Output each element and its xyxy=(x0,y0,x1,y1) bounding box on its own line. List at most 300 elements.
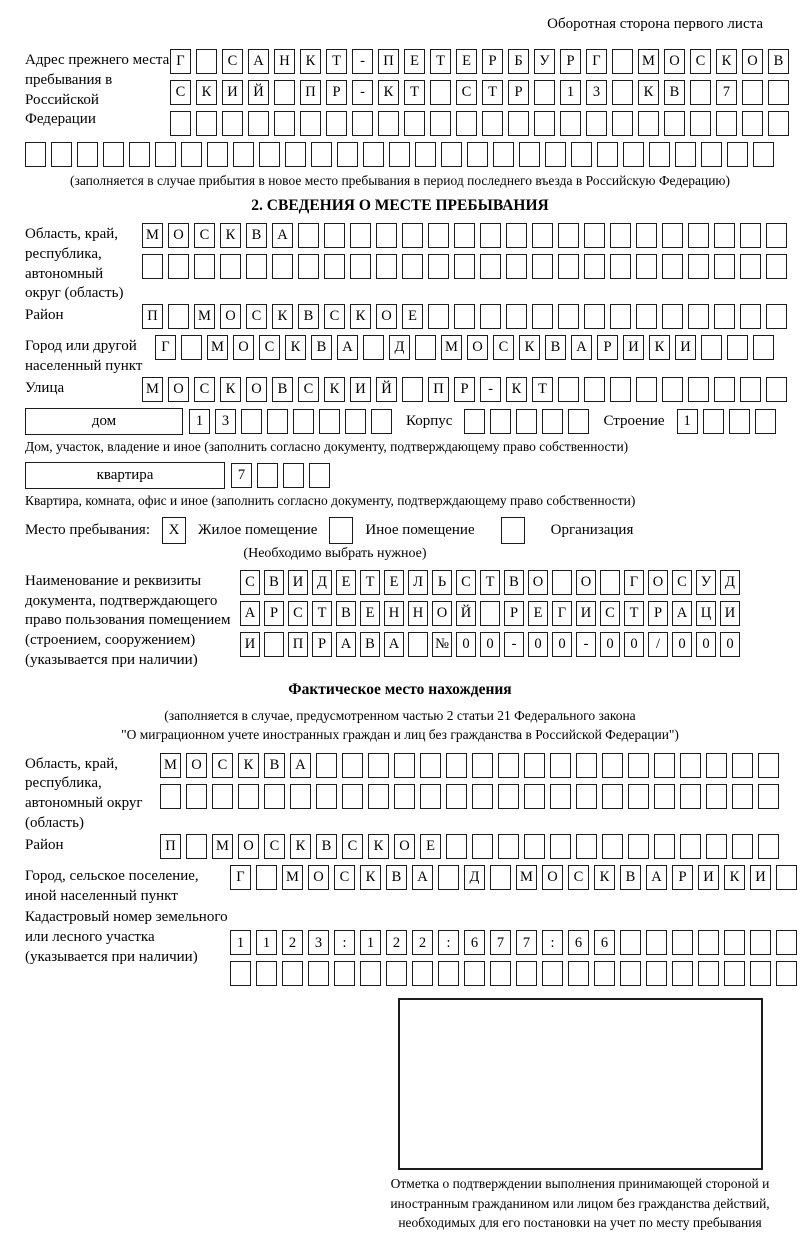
char-box[interactable] xyxy=(732,753,753,778)
char-box-row[interactable] xyxy=(160,753,779,778)
char-box[interactable] xyxy=(25,142,46,167)
char-box-row[interactable] xyxy=(230,865,797,890)
char-box[interactable] xyxy=(256,961,277,986)
char-box[interactable] xyxy=(664,111,685,136)
char-box-row[interactable] xyxy=(230,961,797,986)
char-box[interactable]: К xyxy=(220,223,241,248)
char-box[interactable] xyxy=(584,254,605,279)
char-box[interactable]: П xyxy=(288,632,308,657)
char-box[interactable] xyxy=(558,304,579,329)
char-box[interactable]: О xyxy=(246,377,267,402)
char-box[interactable]: 3 xyxy=(308,930,329,955)
char-box[interactable] xyxy=(222,111,243,136)
char-box[interactable] xyxy=(698,961,719,986)
char-box[interactable] xyxy=(207,142,228,167)
char-box[interactable]: 0 xyxy=(456,632,476,657)
char-box[interactable] xyxy=(654,753,675,778)
char-box[interactable] xyxy=(628,753,649,778)
char-box[interactable] xyxy=(740,223,761,248)
char-box[interactable] xyxy=(352,111,373,136)
char-box[interactable]: Т xyxy=(480,570,500,595)
char-box[interactable] xyxy=(404,111,425,136)
char-box[interactable]: В xyxy=(386,865,407,890)
char-box[interactable]: М xyxy=(638,49,659,74)
char-box[interactable] xyxy=(542,961,563,986)
char-box[interactable]: Р xyxy=(264,601,284,626)
char-box[interactable] xyxy=(298,254,319,279)
char-box[interactable] xyxy=(389,142,410,167)
char-box[interactable]: С xyxy=(212,753,233,778)
char-box[interactable] xyxy=(498,784,519,809)
char-box[interactable] xyxy=(610,304,631,329)
char-box[interactable] xyxy=(602,784,623,809)
char-box[interactable] xyxy=(729,409,750,434)
char-box[interactable]: 2 xyxy=(386,930,407,955)
char-box[interactable]: С xyxy=(456,570,476,595)
checkbox-organizaciya[interactable] xyxy=(501,517,525,544)
char-box[interactable] xyxy=(170,111,191,136)
char-box[interactable]: М xyxy=(282,865,303,890)
char-box[interactable] xyxy=(558,223,579,248)
char-box[interactable] xyxy=(714,377,735,402)
char-box[interactable] xyxy=(402,254,423,279)
char-box[interactable]: К xyxy=(649,335,670,360)
char-box[interactable] xyxy=(196,49,217,74)
char-box[interactable] xyxy=(612,80,633,105)
char-box[interactable]: О xyxy=(168,223,189,248)
char-box[interactable]: С xyxy=(324,304,345,329)
char-box[interactable]: М xyxy=(142,223,163,248)
char-box[interactable]: С xyxy=(264,834,285,859)
char-box[interactable] xyxy=(727,142,748,167)
char-box[interactable] xyxy=(776,865,797,890)
char-box[interactable] xyxy=(623,142,644,167)
char-box[interactable]: С xyxy=(600,601,620,626)
char-box[interactable] xyxy=(259,142,280,167)
char-box[interactable] xyxy=(714,304,735,329)
char-box[interactable]: У xyxy=(696,570,716,595)
char-box[interactable] xyxy=(438,961,459,986)
char-box[interactable]: О xyxy=(308,865,329,890)
char-box[interactable] xyxy=(568,961,589,986)
char-box[interactable]: Т xyxy=(624,601,644,626)
char-box[interactable]: Г xyxy=(230,865,251,890)
char-box[interactable]: А xyxy=(336,632,356,657)
char-box[interactable]: И xyxy=(576,601,596,626)
char-box[interactable]: В xyxy=(620,865,641,890)
char-box[interactable] xyxy=(586,111,607,136)
char-box[interactable]: : xyxy=(438,930,459,955)
char-box[interactable] xyxy=(350,254,371,279)
char-box[interactable]: Р xyxy=(672,865,693,890)
char-box[interactable]: : xyxy=(334,930,355,955)
char-box[interactable] xyxy=(350,223,371,248)
char-box[interactable]: 0 xyxy=(720,632,740,657)
char-box[interactable]: 0 xyxy=(552,632,572,657)
char-box[interactable] xyxy=(415,142,436,167)
char-box[interactable] xyxy=(256,865,277,890)
char-box[interactable]: И xyxy=(623,335,644,360)
char-box[interactable]: 0 xyxy=(480,632,500,657)
char-box[interactable] xyxy=(480,254,501,279)
char-box[interactable] xyxy=(571,142,592,167)
char-box[interactable] xyxy=(272,254,293,279)
char-box-row[interactable] xyxy=(142,254,787,279)
char-box[interactable]: В xyxy=(336,601,356,626)
char-box[interactable] xyxy=(714,254,735,279)
char-box[interactable] xyxy=(51,142,72,167)
char-box[interactable] xyxy=(753,142,774,167)
char-box[interactable]: 1 xyxy=(677,409,698,434)
char-box[interactable] xyxy=(524,834,545,859)
char-box[interactable] xyxy=(342,753,363,778)
char-box[interactable] xyxy=(690,80,711,105)
char-box[interactable]: - xyxy=(352,49,373,74)
char-box[interactable]: 2 xyxy=(282,930,303,955)
char-box[interactable] xyxy=(646,961,667,986)
char-box-row[interactable] xyxy=(142,377,787,402)
char-box[interactable] xyxy=(428,223,449,248)
char-box[interactable]: Е xyxy=(402,304,423,329)
char-box[interactable]: Е xyxy=(404,49,425,74)
char-box[interactable]: О xyxy=(233,335,254,360)
char-box[interactable] xyxy=(766,254,787,279)
char-box[interactable] xyxy=(732,784,753,809)
char-box[interactable] xyxy=(454,254,475,279)
char-box[interactable] xyxy=(584,377,605,402)
char-box[interactable]: 7 xyxy=(490,930,511,955)
char-box[interactable] xyxy=(274,80,295,105)
char-box[interactable] xyxy=(241,409,262,434)
char-box[interactable]: С xyxy=(194,223,215,248)
char-box[interactable]: О xyxy=(376,304,397,329)
char-box[interactable]: К xyxy=(716,49,737,74)
char-box[interactable] xyxy=(636,377,657,402)
char-box[interactable] xyxy=(472,784,493,809)
char-box[interactable] xyxy=(724,961,745,986)
char-box[interactable] xyxy=(701,142,722,167)
char-box-row[interactable] xyxy=(142,223,787,248)
char-box[interactable] xyxy=(285,142,306,167)
stroenie-number-boxes[interactable] xyxy=(677,409,776,434)
char-box[interactable]: А xyxy=(272,223,293,248)
char-box[interactable] xyxy=(662,304,683,329)
char-box[interactable] xyxy=(552,570,572,595)
char-box[interactable] xyxy=(394,753,415,778)
char-box[interactable] xyxy=(472,834,493,859)
char-box[interactable] xyxy=(441,142,462,167)
char-box[interactable] xyxy=(402,223,423,248)
char-box[interactable] xyxy=(766,304,787,329)
char-box[interactable] xyxy=(342,784,363,809)
char-box[interactable]: Т xyxy=(532,377,553,402)
char-box[interactable]: Г xyxy=(624,570,644,595)
char-box[interactable] xyxy=(576,834,597,859)
char-box[interactable]: С xyxy=(672,570,692,595)
char-box[interactable] xyxy=(490,865,511,890)
char-box[interactable]: 2 xyxy=(412,930,433,955)
char-box[interactable] xyxy=(402,377,423,402)
char-box[interactable] xyxy=(264,784,285,809)
char-box[interactable] xyxy=(267,409,288,434)
char-box[interactable] xyxy=(628,834,649,859)
char-box[interactable] xyxy=(532,223,553,248)
char-box[interactable]: А xyxy=(646,865,667,890)
char-box[interactable] xyxy=(386,961,407,986)
char-box[interactable] xyxy=(776,961,797,986)
char-box[interactable]: Т xyxy=(482,80,503,105)
char-box[interactable]: И xyxy=(350,377,371,402)
char-box[interactable]: Г xyxy=(155,335,176,360)
char-box[interactable] xyxy=(662,254,683,279)
korpus-number-boxes[interactable] xyxy=(464,409,589,434)
char-box[interactable] xyxy=(534,111,555,136)
char-box[interactable]: В xyxy=(272,377,293,402)
char-box[interactable] xyxy=(420,784,441,809)
char-box[interactable]: 1 xyxy=(189,409,210,434)
char-box[interactable] xyxy=(545,142,566,167)
char-box[interactable]: : xyxy=(542,930,563,955)
char-box[interactable]: Г xyxy=(552,601,572,626)
char-box[interactable]: К xyxy=(285,335,306,360)
prev-address-extra-row[interactable] xyxy=(25,142,775,167)
char-box[interactable]: К xyxy=(378,80,399,105)
char-box[interactable]: К xyxy=(350,304,371,329)
char-box[interactable] xyxy=(186,784,207,809)
char-box[interactable]: Р xyxy=(504,601,524,626)
char-box[interactable]: М xyxy=(212,834,233,859)
char-box[interactable] xyxy=(506,304,527,329)
char-box[interactable] xyxy=(160,784,181,809)
char-box[interactable]: 1 xyxy=(230,930,251,955)
char-box[interactable] xyxy=(428,254,449,279)
char-box[interactable] xyxy=(732,834,753,859)
char-box[interactable]: П xyxy=(300,80,321,105)
char-box[interactable] xyxy=(680,834,701,859)
char-box[interactable] xyxy=(597,142,618,167)
char-box[interactable] xyxy=(766,377,787,402)
char-box[interactable]: С xyxy=(456,80,477,105)
char-box[interactable]: 7 xyxy=(231,463,252,488)
char-box[interactable] xyxy=(181,335,202,360)
char-box[interactable] xyxy=(319,409,340,434)
char-box[interactable]: Й xyxy=(248,80,269,105)
char-box[interactable]: В xyxy=(768,49,789,74)
char-box[interactable]: Л xyxy=(408,570,428,595)
char-box[interactable]: П xyxy=(378,49,399,74)
char-box[interactable]: П xyxy=(428,377,449,402)
char-box[interactable]: - xyxy=(504,632,524,657)
char-box[interactable] xyxy=(638,111,659,136)
char-box[interactable]: Т xyxy=(326,49,347,74)
char-box[interactable]: Р xyxy=(312,632,332,657)
char-box[interactable] xyxy=(636,304,657,329)
char-box[interactable]: И xyxy=(750,865,771,890)
char-box[interactable] xyxy=(672,961,693,986)
char-box[interactable] xyxy=(594,961,615,986)
char-box[interactable]: И xyxy=(698,865,719,890)
char-box[interactable] xyxy=(324,223,345,248)
char-box[interactable] xyxy=(558,254,579,279)
char-box[interactable] xyxy=(755,409,776,434)
char-box[interactable]: А xyxy=(384,632,404,657)
char-box[interactable] xyxy=(196,111,217,136)
char-box[interactable]: - xyxy=(480,377,501,402)
char-box[interactable]: К xyxy=(519,335,540,360)
char-box[interactable] xyxy=(454,223,475,248)
char-box[interactable] xyxy=(534,80,555,105)
char-box[interactable]: О xyxy=(238,834,259,859)
char-box[interactable]: О xyxy=(186,753,207,778)
char-box-row[interactable] xyxy=(240,632,740,657)
char-box[interactable] xyxy=(316,753,337,778)
char-box[interactable] xyxy=(750,930,771,955)
char-box[interactable] xyxy=(168,304,189,329)
char-box[interactable] xyxy=(576,784,597,809)
char-box[interactable]: 6 xyxy=(568,930,589,955)
char-box[interactable]: К xyxy=(220,377,241,402)
char-box[interactable]: О xyxy=(542,865,563,890)
char-box[interactable]: Т xyxy=(312,601,332,626)
char-box[interactable] xyxy=(550,753,571,778)
char-box[interactable]: 3 xyxy=(586,80,607,105)
char-box[interactable]: О xyxy=(742,49,763,74)
char-box[interactable]: И xyxy=(288,570,308,595)
char-box[interactable] xyxy=(498,834,519,859)
char-box[interactable]: В xyxy=(264,570,284,595)
char-box[interactable]: С xyxy=(194,377,215,402)
char-box[interactable]: С xyxy=(240,570,260,595)
char-box[interactable]: 3 xyxy=(215,409,236,434)
char-box[interactable] xyxy=(334,961,355,986)
char-box[interactable] xyxy=(646,930,667,955)
char-box[interactable] xyxy=(612,49,633,74)
char-box[interactable]: О xyxy=(664,49,685,74)
char-box[interactable] xyxy=(628,784,649,809)
char-box[interactable]: М xyxy=(194,304,215,329)
char-box[interactable] xyxy=(706,784,727,809)
char-box[interactable]: - xyxy=(576,632,596,657)
char-box[interactable]: 0 xyxy=(696,632,716,657)
char-box[interactable]: 1 xyxy=(360,930,381,955)
char-box[interactable]: С xyxy=(259,335,280,360)
char-box[interactable]: В xyxy=(246,223,267,248)
char-box[interactable] xyxy=(464,409,485,434)
char-box[interactable] xyxy=(282,961,303,986)
char-box[interactable]: С xyxy=(690,49,711,74)
char-box[interactable]: 7 xyxy=(716,80,737,105)
char-box-row[interactable] xyxy=(155,335,774,360)
char-box[interactable] xyxy=(168,254,189,279)
char-box[interactable] xyxy=(740,377,761,402)
char-box[interactable]: С xyxy=(493,335,514,360)
kvartira-number-boxes[interactable] xyxy=(231,463,330,488)
char-box[interactable]: С xyxy=(568,865,589,890)
char-box[interactable] xyxy=(519,142,540,167)
char-box[interactable]: Н xyxy=(274,49,295,74)
char-box[interactable] xyxy=(212,784,233,809)
char-box[interactable] xyxy=(408,632,428,657)
char-box[interactable]: Т xyxy=(430,49,451,74)
char-box[interactable] xyxy=(376,254,397,279)
char-box[interactable]: К xyxy=(196,80,217,105)
char-box[interactable]: А xyxy=(290,753,311,778)
char-box[interactable] xyxy=(688,377,709,402)
char-box[interactable] xyxy=(675,142,696,167)
char-box[interactable] xyxy=(654,834,675,859)
char-box[interactable]: Д xyxy=(312,570,332,595)
char-box[interactable] xyxy=(394,784,415,809)
char-box[interactable]: 0 xyxy=(600,632,620,657)
char-box[interactable]: К xyxy=(360,865,381,890)
char-box[interactable] xyxy=(368,753,389,778)
char-box[interactable] xyxy=(446,834,467,859)
char-box[interactable] xyxy=(560,111,581,136)
char-box[interactable]: О xyxy=(168,377,189,402)
char-box[interactable] xyxy=(467,142,488,167)
char-box[interactable]: М xyxy=(516,865,537,890)
char-box[interactable] xyxy=(324,254,345,279)
char-box[interactable] xyxy=(274,111,295,136)
char-box[interactable] xyxy=(727,335,748,360)
char-box[interactable]: О xyxy=(432,601,452,626)
char-box[interactable]: К xyxy=(506,377,527,402)
char-box[interactable] xyxy=(602,753,623,778)
char-box[interactable]: Е xyxy=(384,570,404,595)
char-box[interactable]: С xyxy=(288,601,308,626)
char-box[interactable]: С xyxy=(222,49,243,74)
char-box[interactable]: Ь xyxy=(432,570,452,595)
char-box[interactable]: В xyxy=(360,632,380,657)
char-box[interactable] xyxy=(472,753,493,778)
char-box[interactable] xyxy=(480,223,501,248)
char-box[interactable]: С xyxy=(334,865,355,890)
char-box[interactable]: 1 xyxy=(256,930,277,955)
char-box[interactable]: 0 xyxy=(672,632,692,657)
char-box[interactable]: П xyxy=(142,304,163,329)
char-box[interactable]: 1 xyxy=(560,80,581,105)
checkbox-zhiloe[interactable]: X xyxy=(162,517,186,544)
char-box[interactable]: № xyxy=(432,632,452,657)
char-box[interactable] xyxy=(550,784,571,809)
char-box[interactable]: Й xyxy=(456,601,476,626)
char-box[interactable] xyxy=(248,111,269,136)
char-box[interactable] xyxy=(378,111,399,136)
char-box[interactable] xyxy=(238,784,259,809)
char-box[interactable] xyxy=(438,865,459,890)
char-box[interactable] xyxy=(688,304,709,329)
char-box[interactable] xyxy=(636,223,657,248)
char-box[interactable] xyxy=(690,111,711,136)
char-box[interactable] xyxy=(264,632,284,657)
char-box[interactable] xyxy=(326,111,347,136)
char-box[interactable] xyxy=(680,784,701,809)
char-box[interactable] xyxy=(506,254,527,279)
char-box[interactable]: В xyxy=(316,834,337,859)
char-box[interactable] xyxy=(602,834,623,859)
char-box[interactable] xyxy=(415,335,436,360)
char-box[interactable]: Р xyxy=(454,377,475,402)
char-box[interactable]: А xyxy=(412,865,433,890)
char-box[interactable]: Б xyxy=(508,49,529,74)
char-box[interactable]: Р xyxy=(326,80,347,105)
char-box[interactable]: Р xyxy=(560,49,581,74)
char-box[interactable] xyxy=(750,961,771,986)
char-box[interactable]: Т xyxy=(404,80,425,105)
char-box[interactable] xyxy=(662,377,683,402)
char-box[interactable]: В xyxy=(298,304,319,329)
char-box[interactable] xyxy=(300,111,321,136)
